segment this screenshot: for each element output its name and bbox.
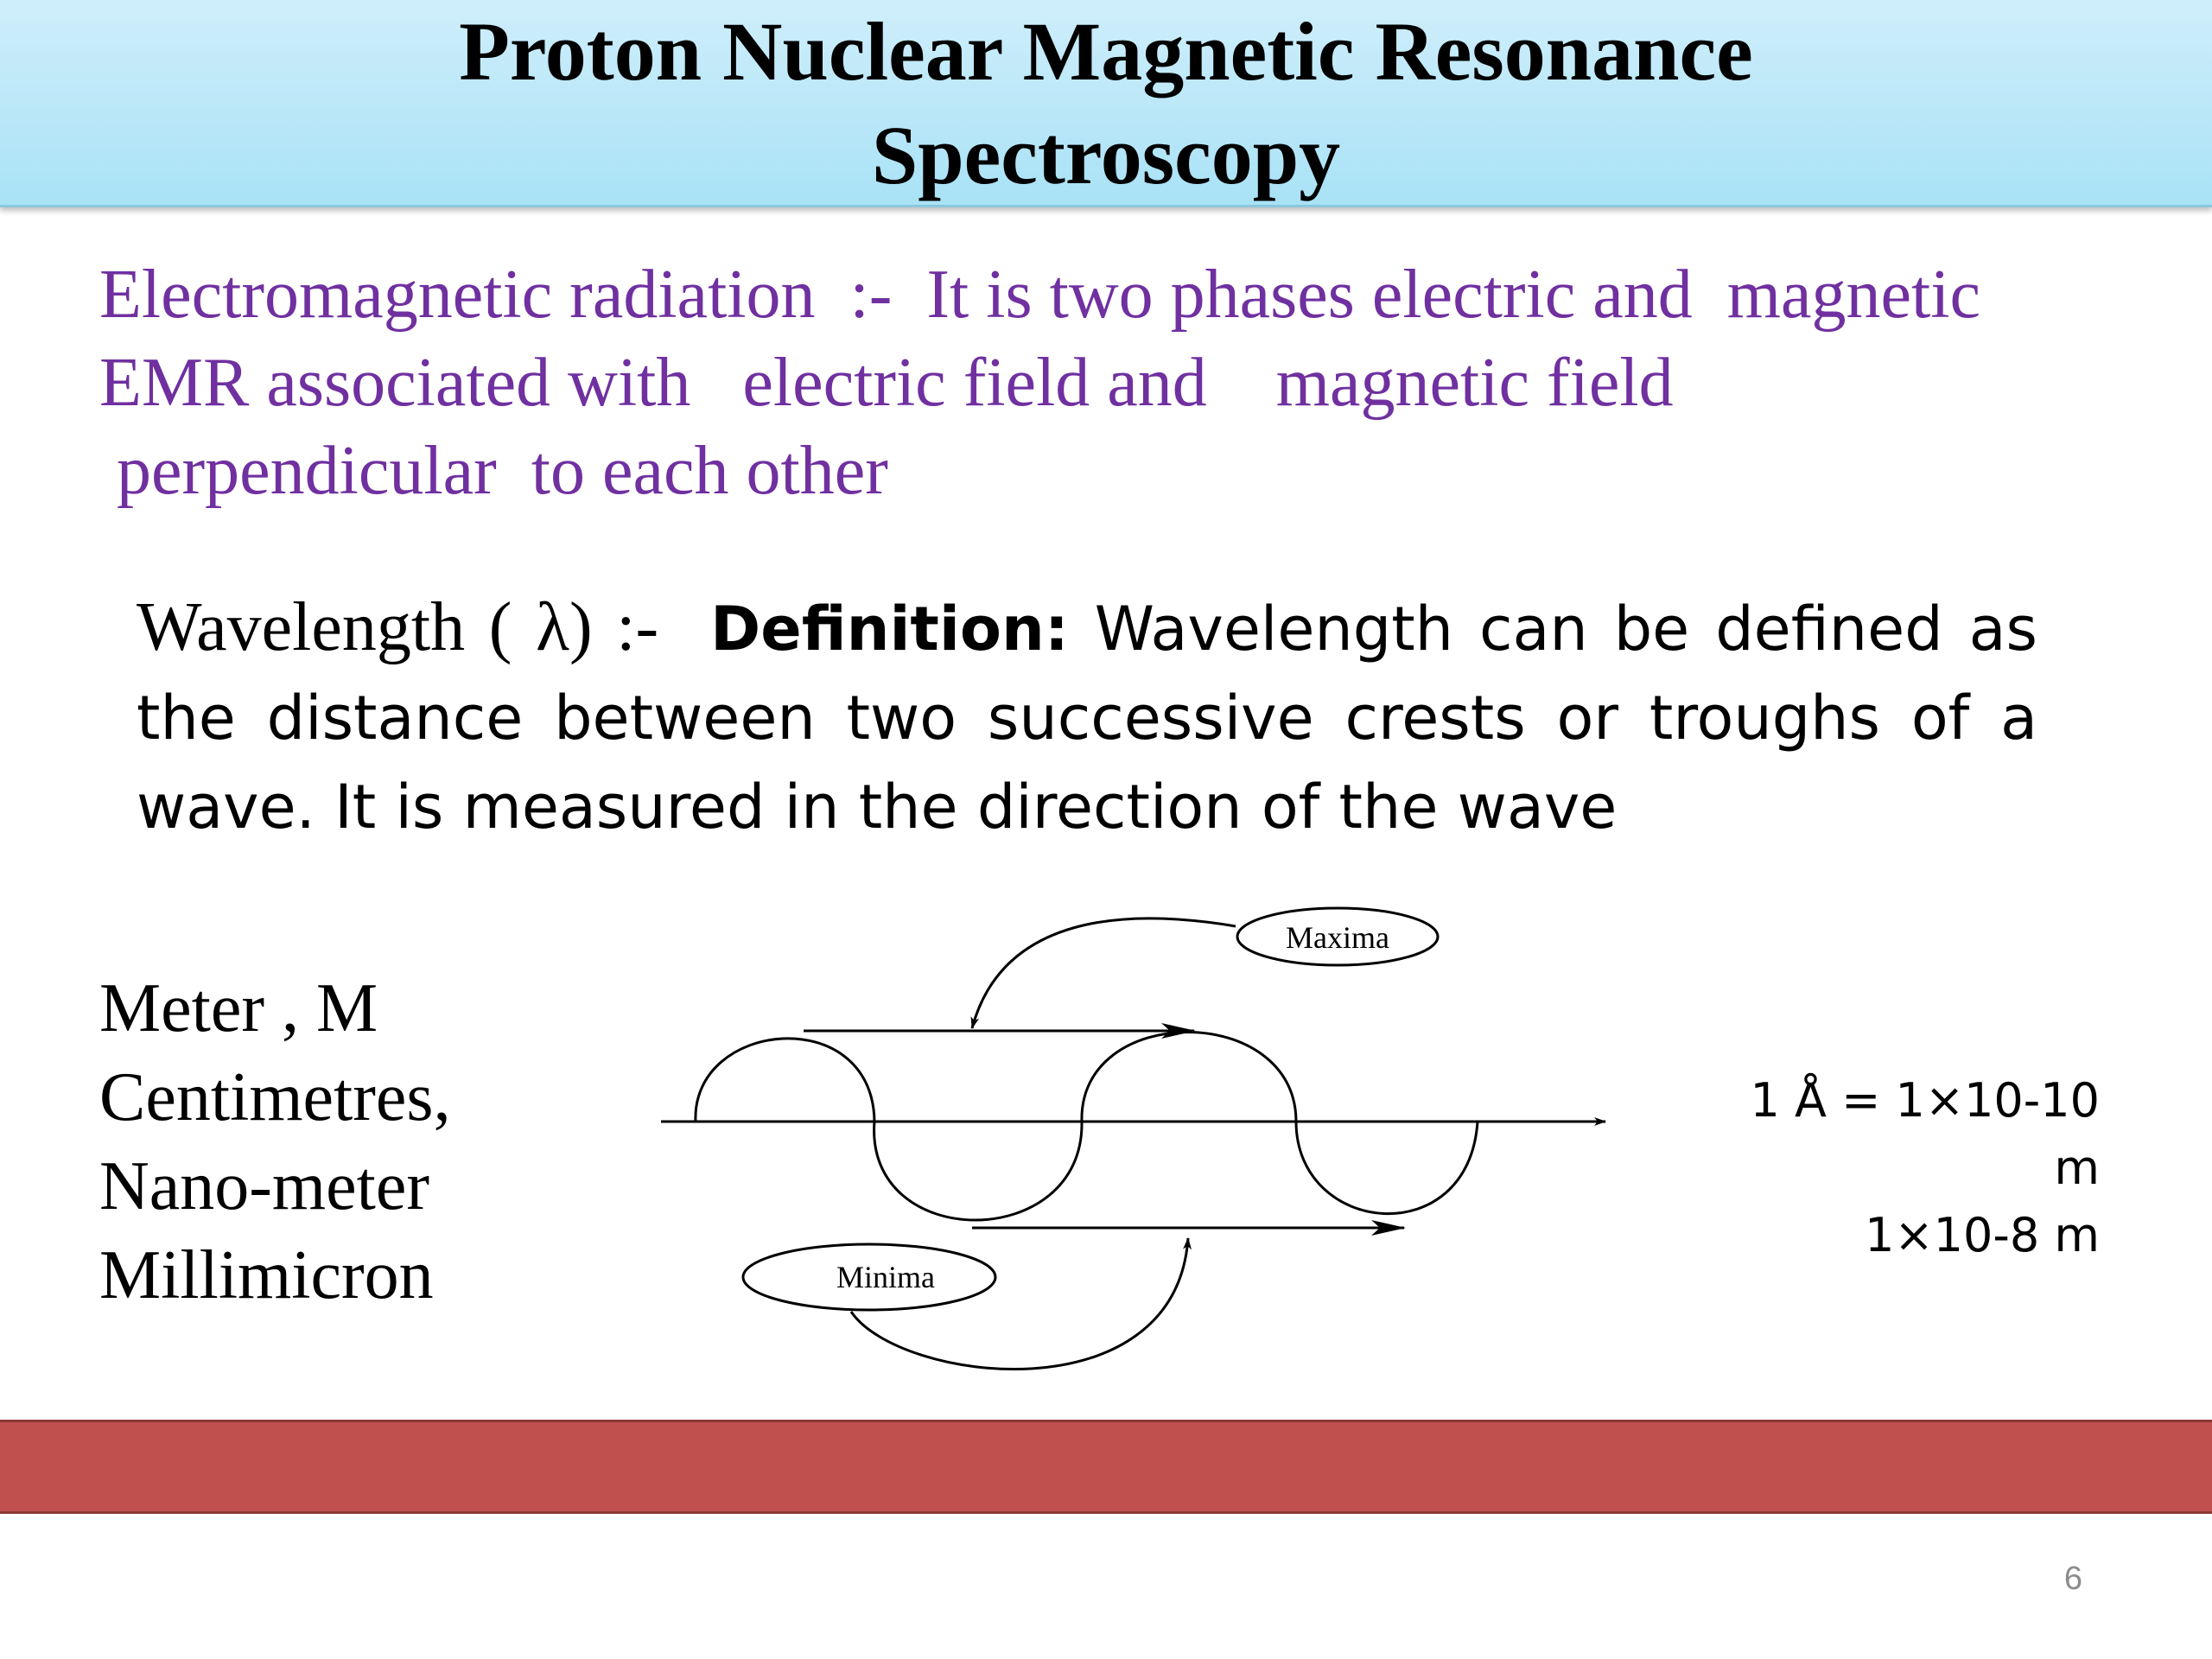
wavelength-lead: Wavelength ( λ) :- bbox=[137, 589, 659, 665]
conversion-line-2: 1×10-8 m bbox=[1865, 1208, 2100, 1262]
emr-line-1: Electromagnetic radiation :- It is two phases electric and magnetic bbox=[99, 257, 1980, 333]
footer-bar bbox=[0, 1420, 2212, 1514]
conversion-line-1: 1 Å = 1×10-10 m bbox=[1750, 1073, 2100, 1195]
unit-item-millimicron: Millimicron bbox=[99, 1237, 434, 1313]
minima-label: Minima bbox=[836, 1260, 935, 1294]
maxima-pointer bbox=[972, 918, 1236, 1028]
unit-item-meter: Meter , M bbox=[99, 970, 378, 1046]
emr-line-2: EMR associated with electric field and magnetic field bbox=[99, 345, 1674, 421]
maxima-label: Maxima bbox=[1286, 920, 1389, 955]
slide-title-line-1: Proton Nuclear Magnetic Resonance bbox=[459, 5, 1753, 98]
unit-item-nanometer: Nano-meter bbox=[99, 1148, 430, 1224]
definition-label: Definition: bbox=[710, 594, 1069, 664]
page-number: 6 bbox=[2063, 1560, 2082, 1597]
unit-item-centimetres: Centimetres, bbox=[99, 1059, 451, 1135]
definition-text: Wavelength can be defined as the distance between two successive crests or troughs of a wave. It is measured in the direction of the wave bbox=[137, 594, 2038, 842]
wave-curve bbox=[696, 1033, 1478, 1221]
emr-line-3: perpendicular to each other bbox=[99, 433, 888, 509]
slide-title-line-2: Spectroscopy bbox=[871, 109, 1341, 201]
angstrom-conversion bbox=[1694, 1067, 2100, 1269]
